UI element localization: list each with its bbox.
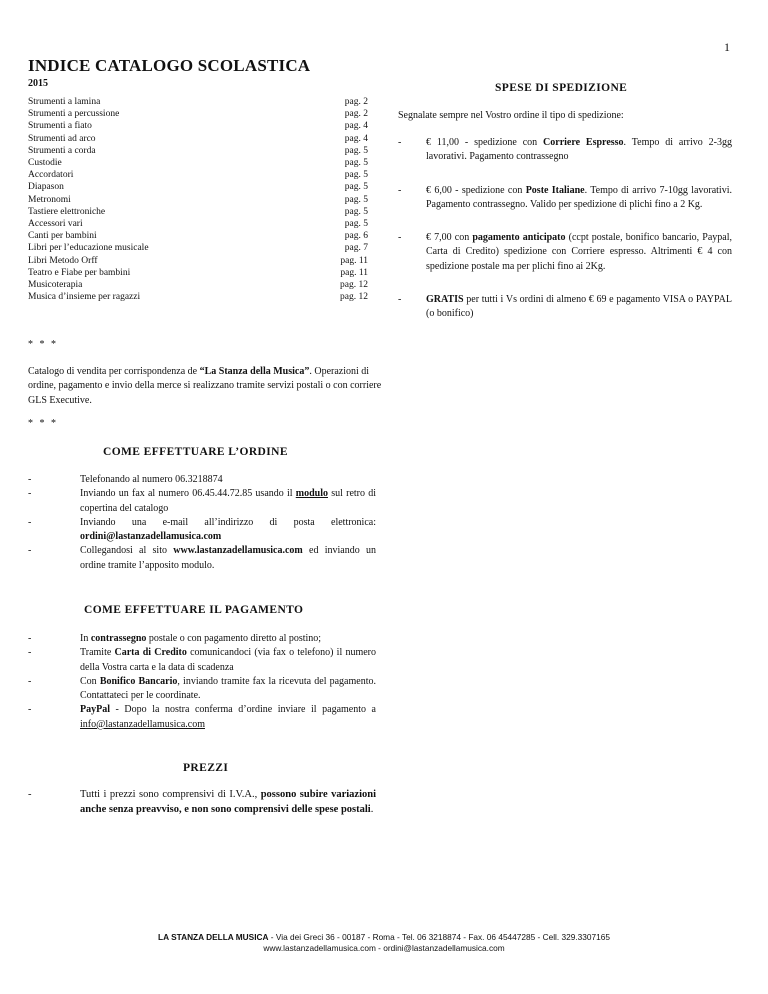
separator: * * * (28, 418, 58, 429)
index-label: Strumenti a percussione (28, 109, 120, 120)
intro-text: Catalogo di vendita per corrispondenza de (28, 366, 200, 377)
shipping-list (398, 136, 732, 322)
intro-text: . Operazioni di ordine, pagamento e invio della merce si realizzano tramite servizi postali o con corriere GLS Executive. (28, 366, 382, 406)
order-title: COME EFFETTUARE L’ORDINE (103, 446, 288, 458)
intro-paragraph (28, 365, 384, 408)
payment-method-card (28, 646, 376, 675)
payment-method-text: In (80, 633, 91, 644)
index-label: Custodie (28, 158, 62, 169)
index-row (28, 145, 368, 157)
order-email-link[interactable]: ordini@lastanzadellamusica.com (80, 531, 222, 543)
index-page: pag. 2 (344, 97, 368, 107)
payment-method-name: Bonifico Bancario (99, 675, 178, 687)
list-dash: - (398, 184, 402, 196)
index-page: pag. 12 (340, 292, 368, 303)
list-dash: - (28, 474, 32, 485)
index-label: Strumenti a lamina (28, 97, 101, 107)
list-dash: - (398, 137, 402, 148)
list-dash: - (28, 516, 32, 528)
catalog-year: 2015 (28, 78, 48, 89)
shipping-option-free (398, 293, 732, 322)
order-method-text: Inviando un fax al numero 06.45.44.72.85 usando il (80, 488, 296, 500)
order-method-website (28, 544, 376, 573)
footer-web-contacts: www.lastanzadellamusica.com - ordini@lastanzadellamusica.com (263, 943, 505, 953)
index-label: Strumenti a fiato (28, 121, 92, 132)
payment-method-name: Carta di Credito (114, 647, 187, 659)
index-row (28, 279, 368, 291)
order-list (28, 473, 376, 573)
shipping-option-text: . Tempo di arrivo 2-3gg lavorativi. Pagamento contrassegno (426, 137, 732, 163)
list-dash: - (28, 675, 32, 687)
payment-method-name: contrassegno (90, 633, 147, 644)
index-row (28, 157, 368, 169)
prices-title: PREZZI (183, 762, 229, 774)
index-label: Metronomi (28, 194, 71, 205)
payment-method-text: Con (80, 675, 100, 687)
index-label: Musica d’insieme per ragazzi (28, 292, 141, 303)
prices-text: Tutti i prezzi sono comprensivi di I.V.A., (80, 789, 261, 800)
payment-method-text: , inviando tramite fax la ricevuta del pagamento. Contattateci per le coordinate. (80, 675, 376, 702)
order-method-text: Inviando una e-mail all’indirizzo di posta elettronica: (80, 516, 376, 528)
shipping-option-name: GRATIS (426, 294, 464, 306)
index-label: Musicoterapia (28, 280, 83, 291)
prices-text-bold: possono subire variazioni anche senza preavviso, e non sono comprensivi delle spese postali (80, 789, 377, 815)
index-page: pag. 5 (344, 158, 368, 169)
payment-title: COME EFFETTUARE IL PAGAMENTO (84, 604, 304, 616)
payment-method-text: - Dopo la nostra conferma d’ordine inviare il pagamento a (110, 704, 376, 716)
list-dash: - (28, 633, 32, 644)
index-label: Canti per bambini (28, 231, 97, 242)
index-row (28, 108, 368, 120)
index-label: Libri Metodo Orff (28, 255, 98, 266)
index-label: Tastiere elettroniche (28, 206, 106, 217)
index-row (28, 133, 368, 145)
index-row (28, 120, 368, 132)
list-dash: - (398, 232, 402, 244)
index-page: pag. 5 (344, 182, 368, 193)
shipping-option-text: € 6,00 - spedizione con (426, 184, 526, 196)
payment-method-text: Tramite (80, 647, 115, 659)
prices-note (28, 787, 376, 817)
index-page: pag. 7 (344, 243, 368, 254)
payment-method-text: comunicandoci (via fax o telefono) il numero della Vostra carta e la data di scadenza (80, 647, 376, 673)
shipping-option-text: € 7,00 con (426, 232, 473, 244)
footer-line-1 (0, 932, 768, 943)
order-method-text: ed inviando un ordine tramite l’apposito modulo. (80, 545, 376, 571)
order-method-text: Collegandosi al sito (80, 545, 174, 557)
index-row (28, 267, 368, 279)
payment-method-transfer (28, 675, 376, 704)
order-form-link[interactable]: modulo (295, 488, 328, 500)
order-method-text: Telefonando al numero 06.3218874 (80, 474, 223, 485)
payment-method-name: PayPal (80, 704, 110, 716)
index-row (28, 291, 368, 303)
index-label: Diapason (28, 182, 64, 193)
index-page: pag. 12 (340, 280, 368, 291)
shipping-option-express (398, 136, 732, 165)
shipping-option-text: per tutti i Vs ordini di almeno € 69 e pagamento VISA o PAYPAL (o bonifico) (426, 294, 732, 320)
list-dash: - (398, 294, 402, 306)
index-row (28, 242, 368, 254)
footer-contacts: - Via dei Greci 36 - 00187 - Roma - Tel. 06 3218874 - Fax. 06 45447285 - Cell. 329.3307165 (268, 932, 610, 942)
index-page: pag. 5 (344, 219, 368, 230)
index-page: pag. 5 (344, 170, 368, 181)
index-row (28, 206, 368, 218)
index-page: pag. 2 (344, 109, 368, 120)
shipping-option-name: Poste Italiane (525, 184, 585, 196)
shipping-option-name: pagamento anticipato (472, 232, 566, 244)
order-method-email (28, 516, 376, 545)
prices-text: . (370, 804, 374, 815)
page-title: INDICE CATALOGO SCOLASTICA (28, 56, 311, 75)
index-label: Libri per l’educazione musicale (28, 243, 149, 254)
index-row (28, 194, 368, 206)
footer-brand: LA STANZA DELLA MUSICA (158, 932, 269, 942)
shipping-option-text: (ccpt postale, bonifico bancario, Paypal, Carta di Credito) spedizione con Corriere espresso. Altrimenti € 4 con spedizione postale ma per plichi fino ai 2Kg. (426, 232, 732, 272)
index-row (28, 230, 368, 242)
index-page: pag. 6 (344, 231, 368, 242)
payment-method-cod (28, 632, 376, 646)
shipping-option-name: Corriere Espresso (543, 137, 624, 148)
catalog-index (28, 96, 368, 303)
index-row (28, 255, 368, 267)
website-link[interactable]: www.lastanzadellamusica.com (173, 545, 303, 557)
store-name: “La Stanza della Musica” (199, 366, 310, 377)
footer (0, 932, 768, 954)
index-label: Strumenti a corda (28, 145, 96, 156)
payment-email-link[interactable]: info@lastanzadellamusica.com (80, 718, 205, 730)
index-page: pag. 11 (340, 255, 368, 266)
separator: * * * (28, 339, 58, 350)
payment-method-text: postale o con pagamento diretto al postino; (146, 633, 322, 644)
list-dash: - (28, 488, 32, 500)
index-page: pag. 11 (340, 267, 368, 278)
payment-list (28, 632, 376, 732)
prices-list (28, 787, 376, 817)
index-row (28, 96, 368, 108)
shipping-intro: Segnalate sempre nel Vostro ordine il tipo di spedizione: (398, 110, 624, 121)
index-row (28, 169, 368, 181)
order-method-fax (28, 487, 376, 516)
index-page: pag. 5 (344, 194, 368, 205)
index-page: pag. 5 (344, 145, 368, 156)
shipping-option-prepaid (398, 231, 732, 274)
order-method-text: sul retro di copertina del catalogo (80, 488, 376, 514)
list-dash: - (28, 789, 32, 800)
shipping-option-poste (398, 184, 732, 213)
index-row (28, 218, 368, 230)
page-number: 1 (724, 40, 730, 54)
index-page: pag. 4 (344, 133, 368, 144)
index-page: pag. 4 (344, 121, 368, 132)
index-row (28, 181, 368, 193)
list-dash: - (28, 647, 32, 659)
shipping-title: SPESE DI SPEDIZIONE (495, 82, 628, 94)
order-method-phone (28, 473, 376, 487)
list-dash: - (28, 704, 32, 716)
list-dash: - (28, 545, 32, 557)
index-page: pag. 5 (344, 206, 368, 217)
shipping-option-text: . Tempo di arrivo 7-10gg lavorativi. Pagamento contrassegno. Valido per spedizione di plichi fino a 2 Kg. (426, 184, 732, 210)
index-label: Teatro e Fiabe per bambini (28, 267, 131, 278)
index-label: Accessori vari (28, 219, 83, 230)
index-label: Accordatori (28, 170, 74, 181)
payment-method-paypal (28, 703, 376, 732)
shipping-option-text: € 11,00 - spedizione con (426, 137, 544, 148)
index-label: Strumenti ad arco (28, 133, 96, 144)
